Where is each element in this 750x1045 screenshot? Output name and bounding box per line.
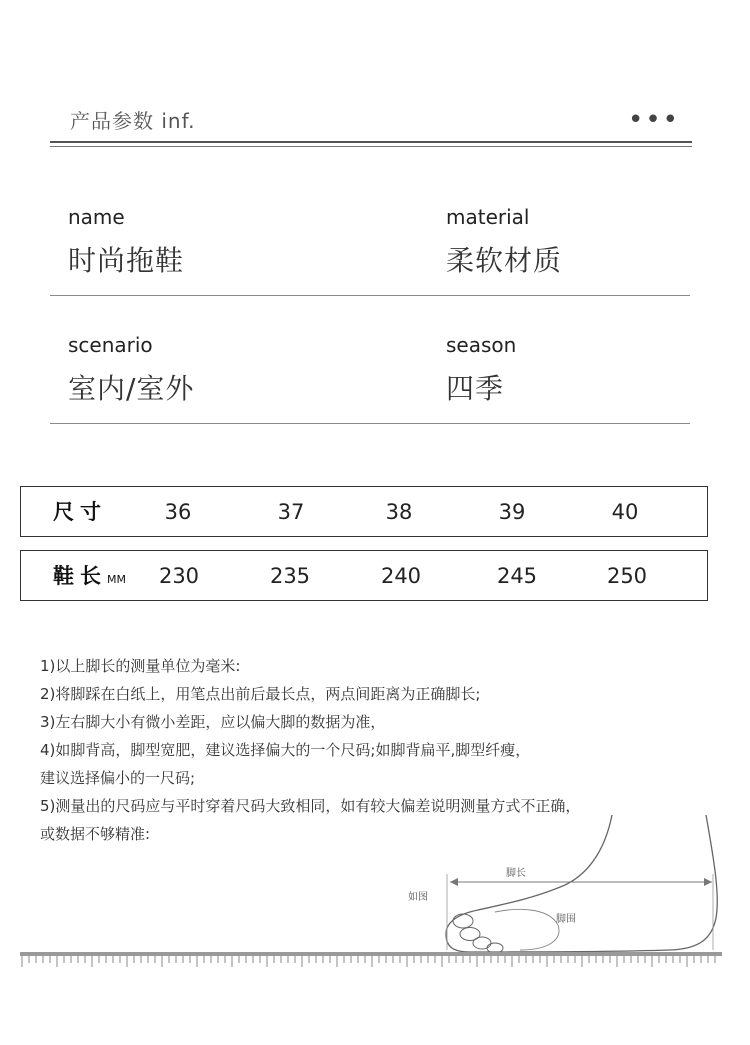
param-label: scenario (68, 333, 153, 357)
header-title: 产品参数 inf. (70, 109, 196, 133)
param-value: 四季 (446, 372, 505, 405)
foot-outline-icon (446, 815, 717, 952)
param-name (68, 205, 184, 279)
length-cell: 245 (496, 564, 538, 588)
length-cell: 230 (158, 564, 200, 588)
param-season (446, 333, 516, 407)
param-material (446, 205, 562, 279)
length-cell: 240 (380, 564, 422, 588)
length-head-text: 鞋长 (53, 564, 107, 588)
param-value: 柔软材质 (446, 244, 563, 277)
param-scenario (68, 333, 194, 407)
length-unit: MM (107, 573, 126, 586)
param-value: 室内/室外 (68, 372, 195, 405)
note-line: 2)将脚踩在白纸上，用笔点出前后最长点，两点间距离为正确脚长; (40, 685, 481, 703)
param-label: material (446, 205, 530, 229)
size-cell: 38 (385, 500, 413, 524)
param-label: season (446, 333, 517, 357)
size-cell: 37 (277, 500, 305, 524)
ruler-icon (20, 950, 722, 970)
length-cell: 235 (269, 564, 311, 588)
length-row (20, 550, 708, 601)
note-line: 建议选择偏小的一尺码; (40, 769, 196, 787)
size-cell: 39 (498, 500, 526, 524)
param-value: 时尚拖鞋 (68, 244, 185, 277)
size-cell: 40 (611, 500, 639, 524)
length-cell: 250 (606, 564, 648, 588)
size-cell: 36 (164, 500, 192, 524)
foot-measurement-diagram (0, 800, 750, 1000)
size-row (20, 486, 708, 537)
param-row-1 (50, 205, 690, 296)
more-dots-icon[interactable]: ••• (627, 105, 680, 135)
param-label: name (68, 205, 125, 229)
note-line: 3)左右脚大小有微小差距，应以偏大脚的数据为准， (40, 713, 386, 731)
note-line: 5)测量出的尺码应与平时穿着尺码大致相同，如有较大偏差说明测量方式不正确， (40, 797, 581, 815)
header-divider (50, 141, 692, 143)
param-row-2 (50, 333, 690, 424)
note-line: 4)如脚背高，脚型宽肥，建议选择偏大的一个尺码;如脚背扁平,脚型纤瘦， (40, 741, 531, 759)
girth-label: 脚围 (556, 914, 576, 925)
length-head (53, 551, 126, 605)
length-label: 脚长 (506, 868, 526, 879)
size-head: 尺寸 (53, 500, 107, 524)
params-header (50, 100, 692, 150)
header-divider-thin (50, 146, 692, 147)
note-line: 或数据不够精准: (40, 825, 151, 843)
reference-label: 如图 (408, 892, 428, 903)
note-line: 1)以上脚长的测量单位为毫米: (40, 657, 241, 675)
